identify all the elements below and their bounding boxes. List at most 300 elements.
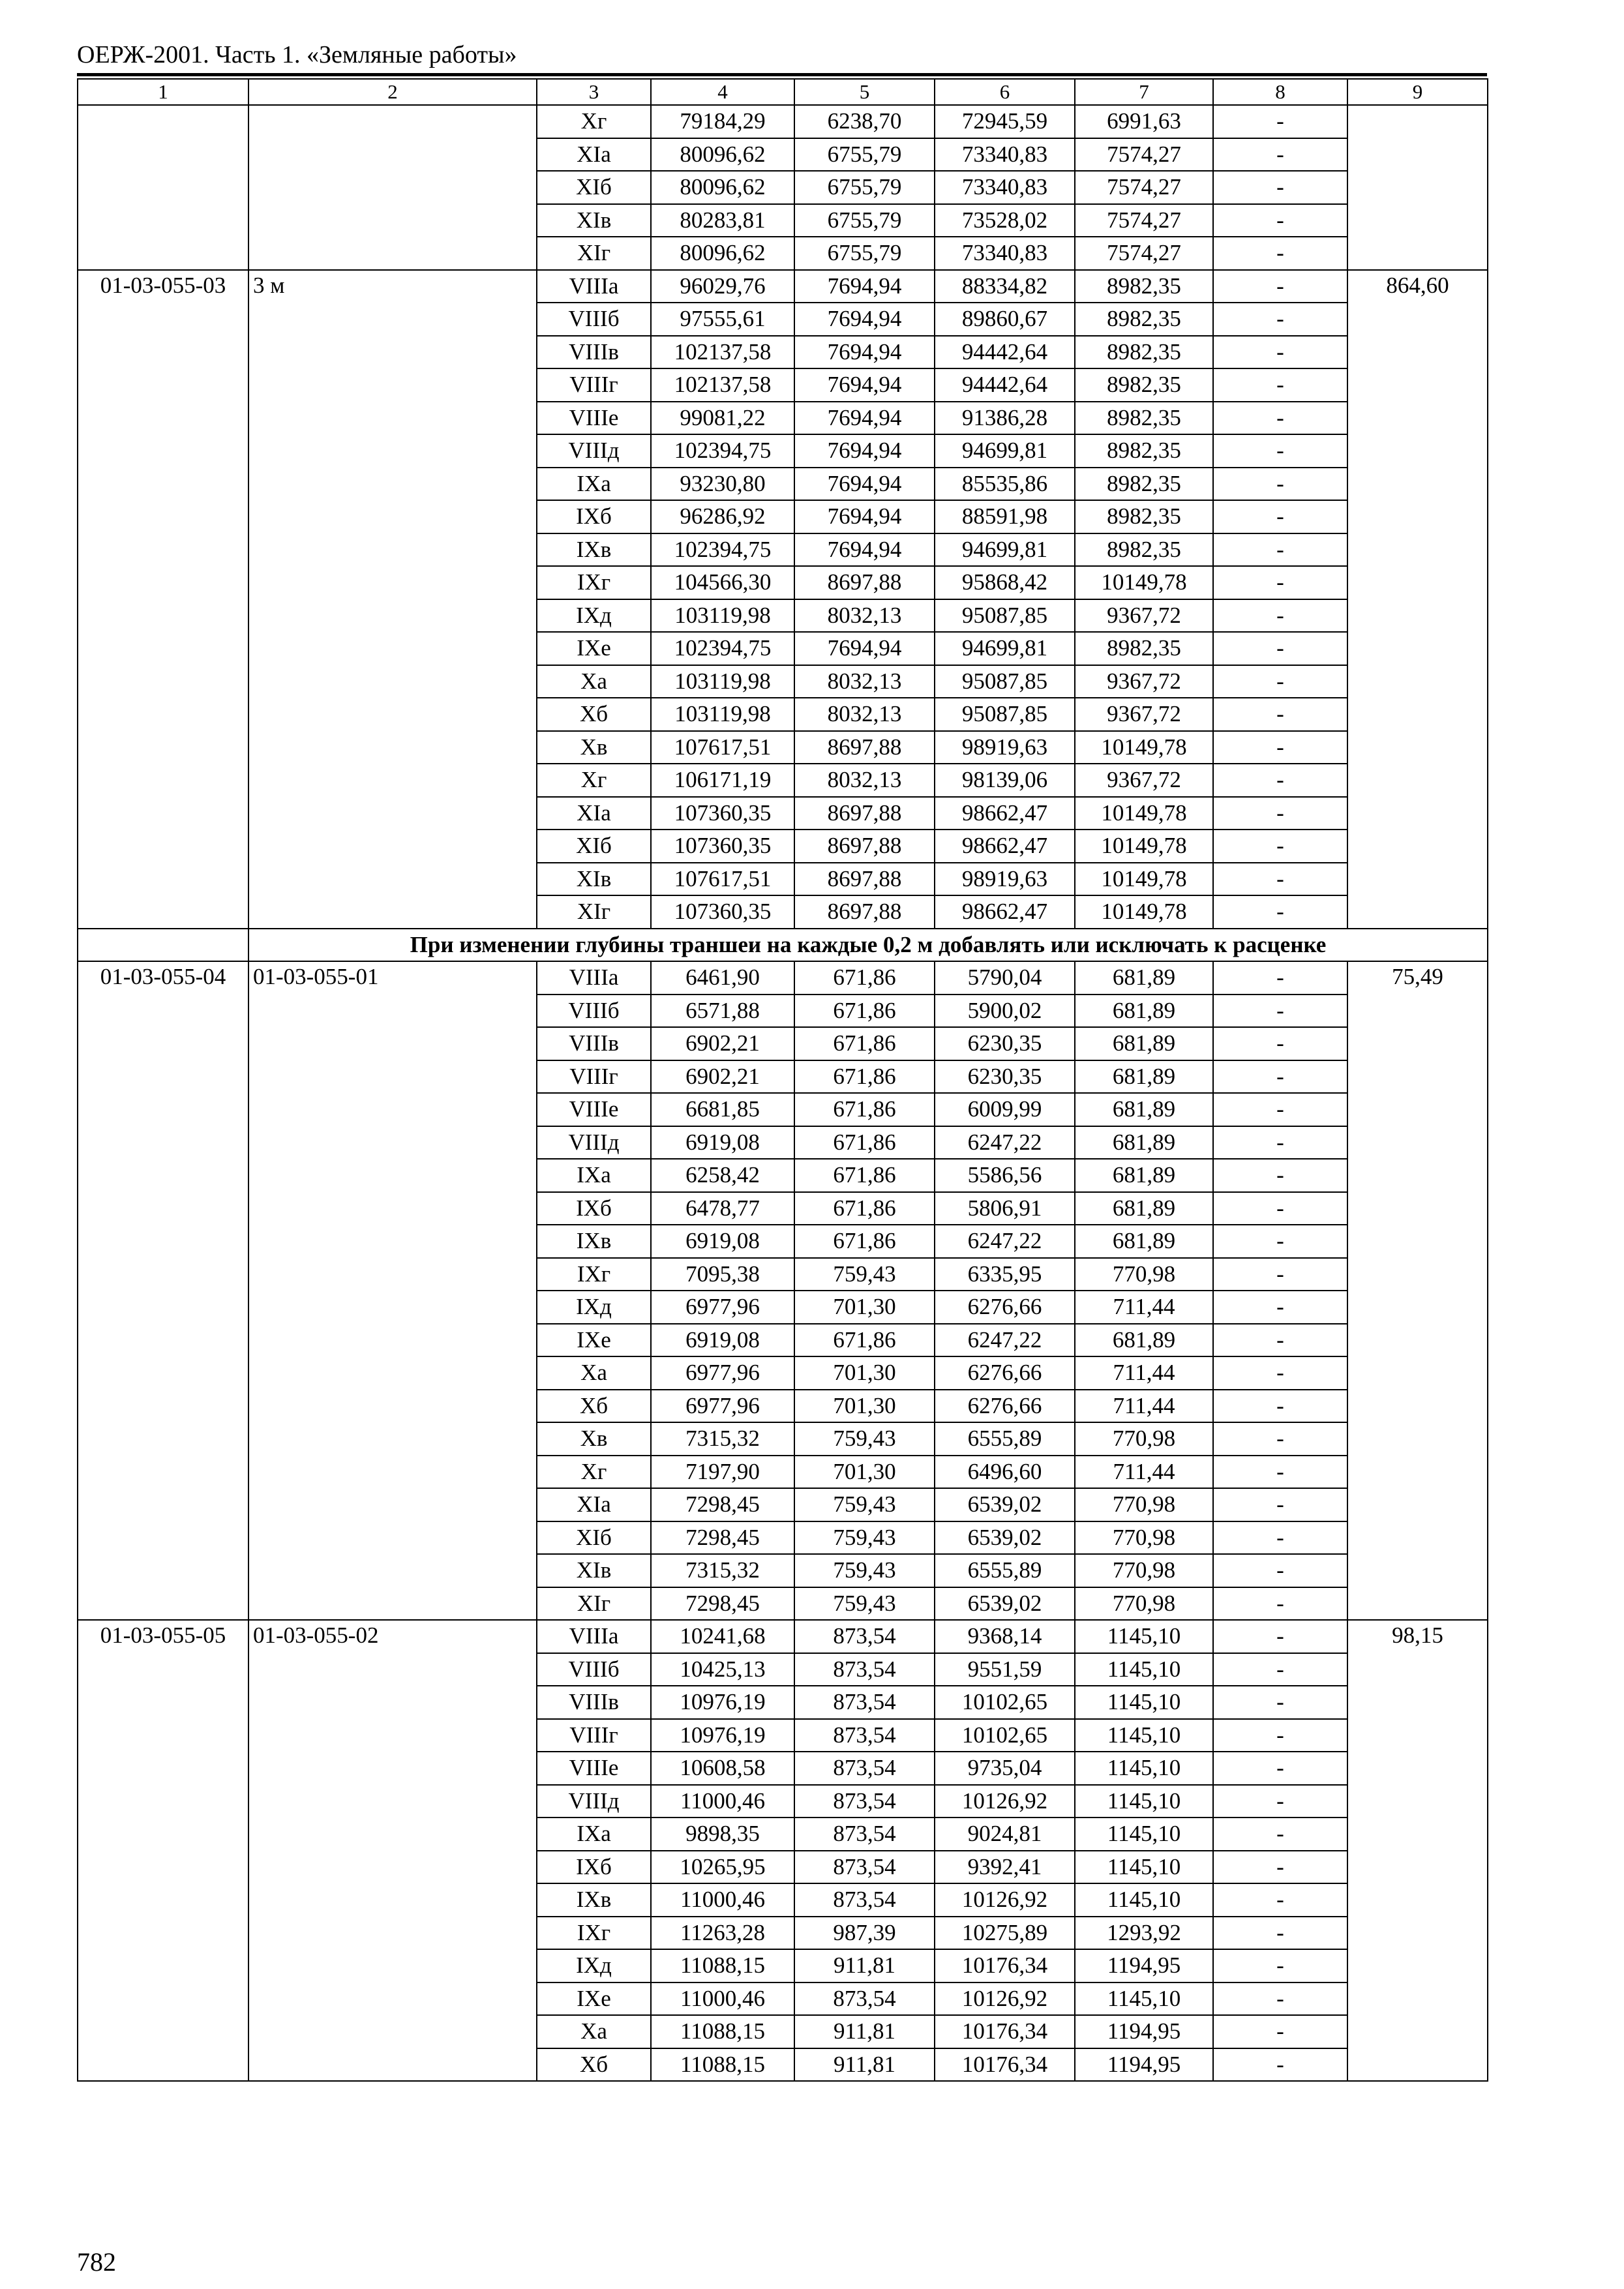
- wages-cell: 8697,88: [794, 731, 935, 764]
- labor-cost-cell: 864,60: [1347, 270, 1488, 929]
- materials-cell: -: [1213, 105, 1347, 138]
- rate-code-cell: 01-03-055-03: [78, 270, 248, 929]
- operator-wages-cell: 10149,78: [1075, 797, 1213, 830]
- total-cost-cell: 6902,21: [651, 1027, 794, 1060]
- operator-wages-cell: 8982,35: [1075, 303, 1213, 336]
- column-number: 4: [651, 79, 794, 105]
- total-cost-cell: 6919,08: [651, 1324, 794, 1357]
- operator-wages-cell: 1145,10: [1075, 1686, 1213, 1719]
- soil-category-cell: VIIIа: [537, 1620, 651, 1653]
- total-cost-cell: 6977,96: [651, 1356, 794, 1390]
- wages-cell: 701,30: [794, 1456, 935, 1489]
- operator-wages-cell: 8982,35: [1075, 533, 1213, 567]
- wages-cell: 7694,94: [794, 434, 935, 468]
- labor-cost-cell: [1347, 105, 1488, 270]
- machines-cell: 98662,47: [935, 830, 1075, 863]
- page-header-title: ОЕРЖ-2001. Часть 1. «Земляные работы»: [77, 41, 517, 68]
- total-cost-cell: 6977,96: [651, 1390, 794, 1423]
- materials-cell: -: [1213, 566, 1347, 599]
- materials-cell: -: [1213, 665, 1347, 698]
- total-cost-cell: 103119,98: [651, 599, 794, 633]
- materials-cell: -: [1213, 303, 1347, 336]
- operator-wages-cell: 8982,35: [1075, 336, 1213, 369]
- operator-wages-cell: 6991,63: [1075, 105, 1213, 138]
- rate-code-cell: [78, 105, 248, 270]
- column-number: 3: [537, 79, 651, 105]
- total-cost-cell: 11088,15: [651, 2048, 794, 2082]
- total-cost-cell: 7298,45: [651, 1488, 794, 1521]
- total-cost-cell: 102137,58: [651, 336, 794, 369]
- soil-category-cell: VIIIв: [537, 336, 651, 369]
- wages-cell: 911,81: [794, 1949, 935, 1982]
- wages-cell: 671,86: [794, 961, 935, 995]
- materials-cell: -: [1213, 1192, 1347, 1225]
- wages-cell: 8032,13: [794, 665, 935, 698]
- soil-category-cell: Xа: [537, 2015, 651, 2048]
- labor-cost-cell: 98,15: [1347, 1620, 1488, 2081]
- column-number: 2: [248, 79, 537, 105]
- wages-cell: 873,54: [794, 1752, 935, 1785]
- soil-category-cell: VIIIб: [537, 995, 651, 1028]
- total-cost-cell: 10265,95: [651, 1851, 794, 1884]
- total-cost-cell: 96286,92: [651, 500, 794, 533]
- soil-category-cell: Xб: [537, 1390, 651, 1423]
- materials-cell: -: [1213, 2048, 1347, 2082]
- wages-cell: 8697,88: [794, 830, 935, 863]
- soil-category-cell: IXд: [537, 1949, 651, 1982]
- machines-cell: 98662,47: [935, 895, 1075, 929]
- wages-cell: 671,86: [794, 1126, 935, 1159]
- wages-cell: 7694,94: [794, 468, 935, 501]
- materials-cell: -: [1213, 1587, 1347, 1621]
- operator-wages-cell: 1145,10: [1075, 1982, 1213, 2016]
- materials-cell: -: [1213, 1785, 1347, 1818]
- operator-wages-cell: 9367,72: [1075, 764, 1213, 797]
- description-cell: [248, 105, 537, 270]
- column-number: 1: [78, 79, 248, 105]
- table-row: [78, 1620, 1488, 1653]
- soil-category-cell: XIа: [537, 797, 651, 830]
- soil-category-cell: VIIIб: [537, 1653, 651, 1686]
- soil-category-cell: IXв: [537, 1225, 651, 1258]
- machines-cell: 5790,04: [935, 961, 1075, 995]
- machines-cell: 98139,06: [935, 764, 1075, 797]
- machines-cell: 9368,14: [935, 1620, 1075, 1653]
- materials-cell: -: [1213, 1851, 1347, 1884]
- machines-cell: 9392,41: [935, 1851, 1075, 1884]
- total-cost-cell: 107360,35: [651, 797, 794, 830]
- soil-category-cell: IXв: [537, 533, 651, 567]
- wages-cell: 8032,13: [794, 698, 935, 731]
- operator-wages-cell: 770,98: [1075, 1554, 1213, 1587]
- wages-cell: 6755,79: [794, 237, 935, 270]
- soil-category-cell: VIIIа: [537, 270, 651, 303]
- operator-wages-cell: 1145,10: [1075, 1818, 1213, 1851]
- soil-category-cell: IXв: [537, 1883, 651, 1917]
- section-heading-row: [78, 929, 1488, 962]
- machines-cell: 91386,28: [935, 402, 1075, 435]
- wages-cell: 873,54: [794, 1653, 935, 1686]
- wages-cell: 7694,94: [794, 368, 935, 402]
- wages-cell: 759,43: [794, 1554, 935, 1587]
- materials-cell: -: [1213, 797, 1347, 830]
- materials-cell: -: [1213, 171, 1347, 204]
- machines-cell: 98919,63: [935, 731, 1075, 764]
- soil-category-cell: VIIIд: [537, 434, 651, 468]
- operator-wages-cell: 681,89: [1075, 995, 1213, 1028]
- operator-wages-cell: 8982,35: [1075, 402, 1213, 435]
- description-cell: 3 м: [248, 270, 537, 929]
- table-row: [78, 105, 1488, 138]
- soil-category-cell: XIг: [537, 237, 651, 270]
- operator-wages-cell: 1145,10: [1075, 1851, 1213, 1884]
- soil-category-cell: XIб: [537, 171, 651, 204]
- machines-cell: 95087,85: [935, 665, 1075, 698]
- wages-cell: 7694,94: [794, 402, 935, 435]
- materials-cell: -: [1213, 336, 1347, 369]
- materials-cell: -: [1213, 632, 1347, 665]
- operator-wages-cell: 8982,35: [1075, 500, 1213, 533]
- materials-cell: -: [1213, 1356, 1347, 1390]
- total-cost-cell: 102394,75: [651, 434, 794, 468]
- total-cost-cell: 6919,08: [651, 1225, 794, 1258]
- operator-wages-cell: 711,44: [1075, 1356, 1213, 1390]
- materials-cell: -: [1213, 500, 1347, 533]
- soil-category-cell: IXб: [537, 500, 651, 533]
- total-cost-cell: 7298,45: [651, 1521, 794, 1555]
- wages-cell: 671,86: [794, 995, 935, 1028]
- soil-category-cell: IXб: [537, 1192, 651, 1225]
- total-cost-cell: 80096,62: [651, 171, 794, 204]
- total-cost-cell: 10976,19: [651, 1719, 794, 1752]
- operator-wages-cell: 8982,35: [1075, 368, 1213, 402]
- wages-cell: 7694,94: [794, 533, 935, 567]
- operator-wages-cell: 770,98: [1075, 1521, 1213, 1555]
- soil-category-cell: XIб: [537, 830, 651, 863]
- machines-cell: 6539,02: [935, 1521, 1075, 1555]
- machines-cell: 6335,95: [935, 1258, 1075, 1291]
- wages-cell: 759,43: [794, 1587, 935, 1621]
- total-cost-cell: 7095,38: [651, 1258, 794, 1291]
- total-cost-cell: 11000,46: [651, 1883, 794, 1917]
- wages-cell: 671,86: [794, 1027, 935, 1060]
- operator-wages-cell: 681,89: [1075, 1027, 1213, 1060]
- total-cost-cell: 107360,35: [651, 895, 794, 929]
- soil-category-cell: IXг: [537, 1917, 651, 1950]
- total-cost-cell: 97555,61: [651, 303, 794, 336]
- machines-cell: 10176,34: [935, 2048, 1075, 2082]
- wages-cell: 759,43: [794, 1422, 935, 1456]
- wages-cell: 7694,94: [794, 632, 935, 665]
- total-cost-cell: 6681,85: [651, 1093, 794, 1126]
- machines-cell: 73340,83: [935, 237, 1075, 270]
- column-number: 7: [1075, 79, 1213, 105]
- operator-wages-cell: 681,89: [1075, 961, 1213, 995]
- rate-code-cell: 01-03-055-05: [78, 1620, 248, 2081]
- materials-cell: -: [1213, 1456, 1347, 1489]
- soil-category-cell: IXа: [537, 468, 651, 501]
- operator-wages-cell: 770,98: [1075, 1488, 1213, 1521]
- operator-wages-cell: 7574,27: [1075, 138, 1213, 172]
- materials-cell: -: [1213, 138, 1347, 172]
- soil-category-cell: Xб: [537, 2048, 651, 2082]
- materials-cell: -: [1213, 1752, 1347, 1785]
- operator-wages-cell: 681,89: [1075, 1324, 1213, 1357]
- materials-cell: -: [1213, 1258, 1347, 1291]
- operator-wages-cell: 770,98: [1075, 1587, 1213, 1621]
- materials-cell: -: [1213, 1422, 1347, 1456]
- operator-wages-cell: 681,89: [1075, 1192, 1213, 1225]
- machines-cell: 88334,82: [935, 270, 1075, 303]
- materials-cell: -: [1213, 1126, 1347, 1159]
- operator-wages-cell: 1145,10: [1075, 1620, 1213, 1653]
- soil-category-cell: IXе: [537, 1982, 651, 2016]
- materials-cell: -: [1213, 270, 1347, 303]
- materials-cell: -: [1213, 599, 1347, 633]
- machines-cell: 6276,66: [935, 1291, 1075, 1324]
- materials-cell: -: [1213, 1488, 1347, 1521]
- machines-cell: 6555,89: [935, 1554, 1075, 1587]
- total-cost-cell: 6478,77: [651, 1192, 794, 1225]
- materials-cell: -: [1213, 1719, 1347, 1752]
- machines-cell: 6230,35: [935, 1060, 1075, 1094]
- wages-cell: 6755,79: [794, 204, 935, 237]
- materials-cell: -: [1213, 1060, 1347, 1094]
- total-cost-cell: 106171,19: [651, 764, 794, 797]
- operator-wages-cell: 711,44: [1075, 1291, 1213, 1324]
- soil-category-cell: Xа: [537, 665, 651, 698]
- machines-cell: 85535,86: [935, 468, 1075, 501]
- operator-wages-cell: 7574,27: [1075, 237, 1213, 270]
- total-cost-cell: 103119,98: [651, 698, 794, 731]
- wages-cell: 671,86: [794, 1060, 935, 1094]
- soil-category-cell: XIа: [537, 1488, 651, 1521]
- total-cost-cell: 107617,51: [651, 863, 794, 896]
- wages-cell: 701,30: [794, 1356, 935, 1390]
- machines-cell: 98919,63: [935, 863, 1075, 896]
- machines-cell: 89860,67: [935, 303, 1075, 336]
- machines-cell: 5586,56: [935, 1159, 1075, 1192]
- table-body: [78, 79, 1488, 2081]
- operator-wages-cell: 8982,35: [1075, 468, 1213, 501]
- total-cost-cell: 107617,51: [651, 731, 794, 764]
- materials-cell: -: [1213, 368, 1347, 402]
- soil-category-cell: IXа: [537, 1159, 651, 1192]
- machines-cell: 94699,81: [935, 533, 1075, 567]
- operator-wages-cell: 1293,92: [1075, 1917, 1213, 1950]
- total-cost-cell: 93230,80: [651, 468, 794, 501]
- soil-category-cell: XIв: [537, 204, 651, 237]
- soil-category-cell: IXа: [537, 1818, 651, 1851]
- soil-category-cell: VIIIа: [537, 961, 651, 995]
- wages-cell: 759,43: [794, 1258, 935, 1291]
- wages-cell: 987,39: [794, 1917, 935, 1950]
- total-cost-cell: 102394,75: [651, 533, 794, 567]
- soil-category-cell: Xг: [537, 764, 651, 797]
- soil-category-cell: VIIIд: [537, 1785, 651, 1818]
- description-cell: 01-03-055-02: [248, 1620, 537, 2081]
- operator-wages-cell: 10149,78: [1075, 895, 1213, 929]
- wages-cell: 911,81: [794, 2015, 935, 2048]
- table-row: [78, 961, 1488, 995]
- soil-category-cell: VIIIе: [537, 402, 651, 435]
- materials-cell: -: [1213, 1093, 1347, 1126]
- machines-cell: 94699,81: [935, 434, 1075, 468]
- machines-cell: 6247,22: [935, 1225, 1075, 1258]
- soil-category-cell: Xг: [537, 105, 651, 138]
- materials-cell: -: [1213, 1390, 1347, 1423]
- description-cell: 01-03-055-01: [248, 961, 537, 1620]
- operator-wages-cell: 681,89: [1075, 1159, 1213, 1192]
- soil-category-cell: XIа: [537, 138, 651, 172]
- operator-wages-cell: 1194,95: [1075, 2015, 1213, 2048]
- wages-cell: 8032,13: [794, 599, 935, 633]
- total-cost-cell: 10425,13: [651, 1653, 794, 1686]
- soil-category-cell: XIб: [537, 1521, 651, 1555]
- operator-wages-cell: 10149,78: [1075, 566, 1213, 599]
- wages-cell: 911,81: [794, 2048, 935, 2082]
- total-cost-cell: 6919,08: [651, 1126, 794, 1159]
- soil-category-cell: XIв: [537, 863, 651, 896]
- materials-cell: -: [1213, 1027, 1347, 1060]
- total-cost-cell: 6258,42: [651, 1159, 794, 1192]
- operator-wages-cell: 9367,72: [1075, 599, 1213, 633]
- machines-cell: 6496,60: [935, 1456, 1075, 1489]
- wages-cell: 671,86: [794, 1093, 935, 1126]
- total-cost-cell: 10608,58: [651, 1752, 794, 1785]
- operator-wages-cell: 8982,35: [1075, 434, 1213, 468]
- wages-cell: 8697,88: [794, 797, 935, 830]
- wages-cell: 671,86: [794, 1324, 935, 1357]
- machines-cell: 10126,92: [935, 1883, 1075, 1917]
- machines-cell: 6539,02: [935, 1488, 1075, 1521]
- machines-cell: 88591,98: [935, 500, 1075, 533]
- total-cost-cell: 99081,22: [651, 402, 794, 435]
- wages-cell: 671,86: [794, 1159, 935, 1192]
- materials-cell: -: [1213, 402, 1347, 435]
- wages-cell: 8032,13: [794, 764, 935, 797]
- machines-cell: 73528,02: [935, 204, 1075, 237]
- operator-wages-cell: 711,44: [1075, 1390, 1213, 1423]
- soil-category-cell: XIг: [537, 1587, 651, 1621]
- wages-cell: 701,30: [794, 1291, 935, 1324]
- total-cost-cell: 6902,21: [651, 1060, 794, 1094]
- materials-cell: -: [1213, 1818, 1347, 1851]
- wages-cell: 7694,94: [794, 303, 935, 336]
- machines-cell: 98662,47: [935, 797, 1075, 830]
- machines-cell: 94442,64: [935, 336, 1075, 369]
- total-cost-cell: 6461,90: [651, 961, 794, 995]
- wages-cell: 8697,88: [794, 863, 935, 896]
- soil-category-cell: IXд: [537, 599, 651, 633]
- soil-category-cell: Xг: [537, 1456, 651, 1489]
- total-cost-cell: 7197,90: [651, 1456, 794, 1489]
- column-number: 6: [935, 79, 1075, 105]
- machines-cell: 73340,83: [935, 171, 1075, 204]
- total-cost-cell: 80096,62: [651, 138, 794, 172]
- materials-cell: -: [1213, 1159, 1347, 1192]
- wages-cell: 873,54: [794, 1785, 935, 1818]
- total-cost-cell: 79184,29: [651, 105, 794, 138]
- total-cost-cell: 10241,68: [651, 1620, 794, 1653]
- materials-cell: -: [1213, 1982, 1347, 2016]
- materials-cell: -: [1213, 830, 1347, 863]
- total-cost-cell: 11088,15: [651, 2015, 794, 2048]
- materials-cell: -: [1213, 1686, 1347, 1719]
- machines-cell: 9551,59: [935, 1653, 1075, 1686]
- materials-cell: -: [1213, 1883, 1347, 1917]
- operator-wages-cell: 1145,10: [1075, 1653, 1213, 1686]
- total-cost-cell: 7315,32: [651, 1554, 794, 1587]
- header-rule: [77, 73, 1487, 76]
- total-cost-cell: 104566,30: [651, 566, 794, 599]
- column-number-row: [78, 79, 1488, 105]
- operator-wages-cell: 7574,27: [1075, 204, 1213, 237]
- total-cost-cell: 10976,19: [651, 1686, 794, 1719]
- soil-category-cell: VIIIг: [537, 1719, 651, 1752]
- total-cost-cell: 11088,15: [651, 1949, 794, 1982]
- soil-category-cell: IXд: [537, 1291, 651, 1324]
- machines-cell: 10275,89: [935, 1917, 1075, 1950]
- materials-cell: -: [1213, 731, 1347, 764]
- operator-wages-cell: 10149,78: [1075, 863, 1213, 896]
- operator-wages-cell: 1194,95: [1075, 1949, 1213, 1982]
- machines-cell: 10102,65: [935, 1719, 1075, 1752]
- wages-cell: 873,54: [794, 1620, 935, 1653]
- machines-cell: 6276,66: [935, 1390, 1075, 1423]
- materials-cell: -: [1213, 204, 1347, 237]
- materials-cell: -: [1213, 468, 1347, 501]
- total-cost-cell: 6977,96: [651, 1291, 794, 1324]
- machines-cell: 6230,35: [935, 1027, 1075, 1060]
- machines-cell: 94442,64: [935, 368, 1075, 402]
- machines-cell: 6247,22: [935, 1126, 1075, 1159]
- column-number: 9: [1347, 79, 1488, 105]
- materials-cell: -: [1213, 1949, 1347, 1982]
- wages-cell: 7694,94: [794, 336, 935, 369]
- operator-wages-cell: 681,89: [1075, 1093, 1213, 1126]
- soil-category-cell: XIг: [537, 895, 651, 929]
- wages-cell: 759,43: [794, 1488, 935, 1521]
- soil-category-cell: VIIIб: [537, 303, 651, 336]
- machines-cell: 5806,91: [935, 1192, 1075, 1225]
- soil-category-cell: IXе: [537, 1324, 651, 1357]
- section-heading: При изменении глубины траншеи на каждые 0,2 м добавлять или исключать к расценке: [248, 929, 1488, 962]
- soil-category-cell: VIIIг: [537, 368, 651, 402]
- wages-cell: 873,54: [794, 1982, 935, 2016]
- wages-cell: 873,54: [794, 1851, 935, 1884]
- materials-cell: -: [1213, 863, 1347, 896]
- materials-cell: -: [1213, 1620, 1347, 1653]
- soil-category-cell: Xб: [537, 698, 651, 731]
- labor-cost-cell: 75,49: [1347, 961, 1488, 1620]
- materials-cell: -: [1213, 995, 1347, 1028]
- materials-cell: -: [1213, 1324, 1347, 1357]
- operator-wages-cell: 9367,72: [1075, 698, 1213, 731]
- machines-cell: 94699,81: [935, 632, 1075, 665]
- total-cost-cell: 11000,46: [651, 1785, 794, 1818]
- machines-cell: 10126,92: [935, 1982, 1075, 2016]
- section-blank-cell: [78, 929, 248, 962]
- soil-category-cell: Xа: [537, 1356, 651, 1390]
- soil-category-cell: VIIIд: [537, 1126, 651, 1159]
- machines-cell: 6009,99: [935, 1093, 1075, 1126]
- materials-cell: -: [1213, 533, 1347, 567]
- soil-category-cell: VIIIв: [537, 1027, 651, 1060]
- machines-cell: 6555,89: [935, 1422, 1075, 1456]
- materials-cell: -: [1213, 895, 1347, 929]
- operator-wages-cell: 10149,78: [1075, 731, 1213, 764]
